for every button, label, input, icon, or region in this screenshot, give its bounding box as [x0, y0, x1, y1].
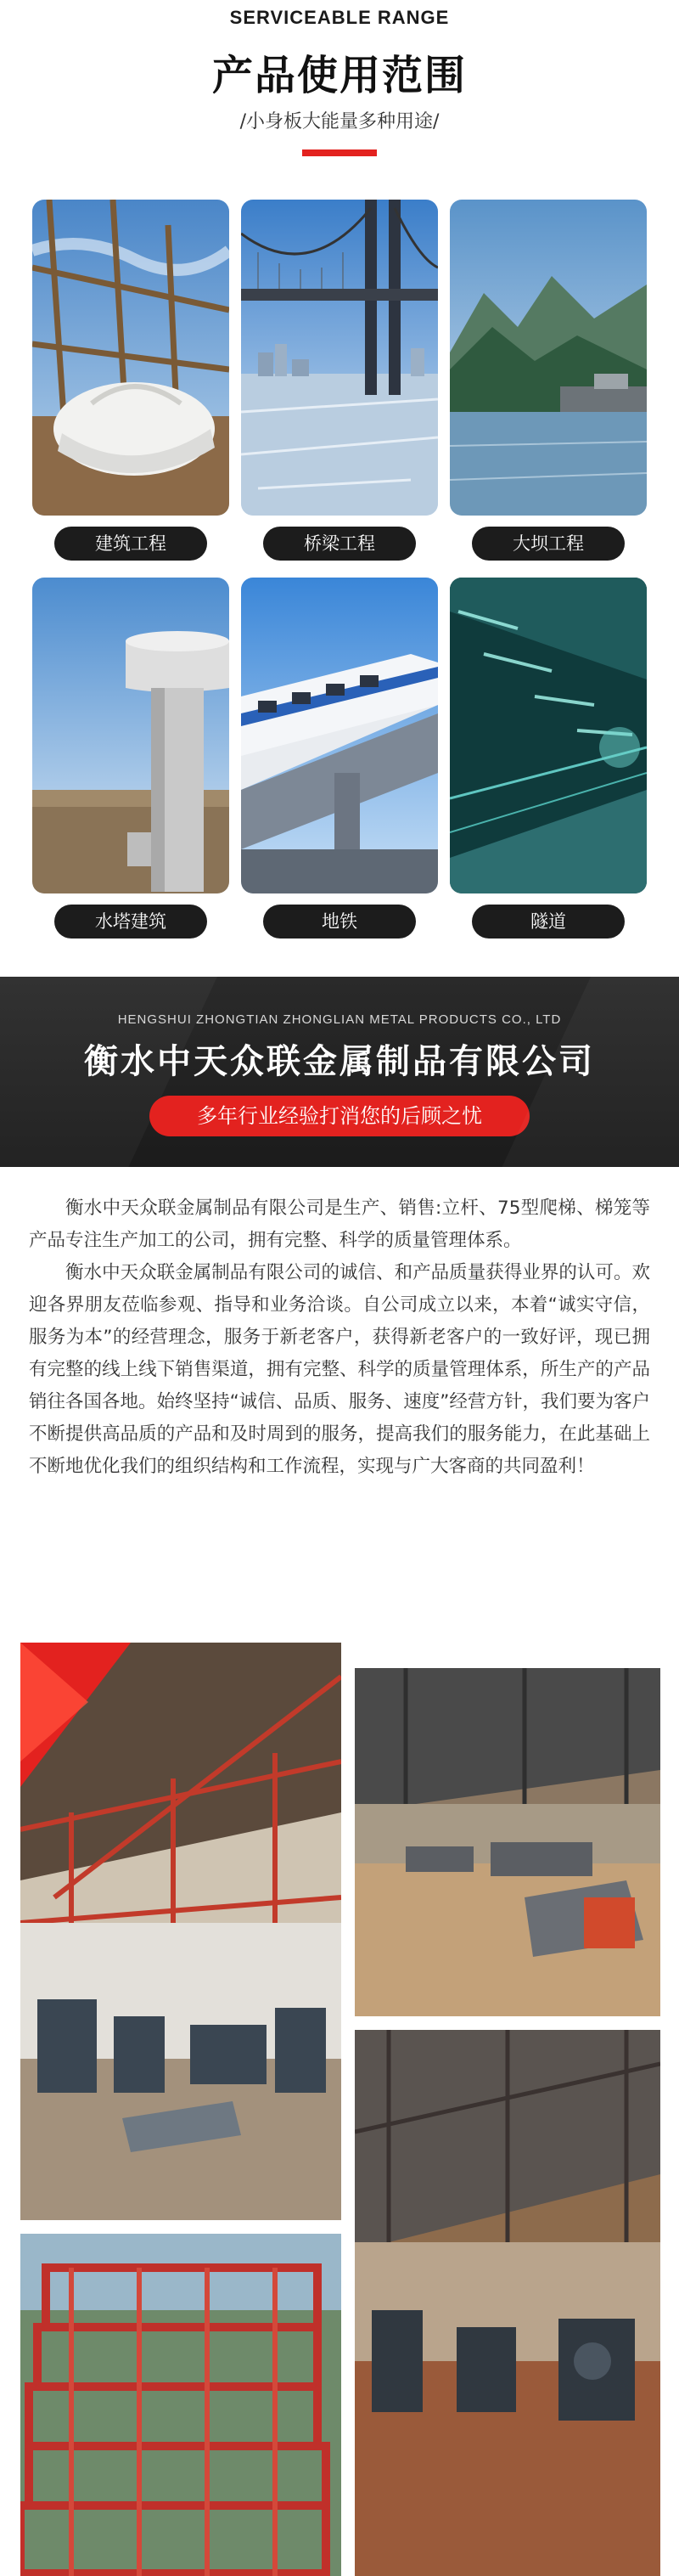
label-construction: 建筑工程: [54, 527, 207, 561]
bridge-image: [241, 200, 438, 516]
metro-image: [241, 578, 438, 893]
photo-machinery-hall: [355, 2030, 660, 2576]
company-name-cn: 衡水中天众联金属制品有限公司: [84, 1042, 595, 1081]
photo-red-ladder-cages: [20, 2234, 341, 2576]
serviceable-range-section: [0, 0, 679, 977]
photo-factory-workshop: [20, 1643, 341, 2220]
photo-warehouse-storage: [355, 1668, 660, 2016]
dam-image: [450, 200, 647, 516]
red-accent-bar: [302, 149, 377, 156]
label-tunnel: 隧道: [472, 905, 625, 939]
company-banner: [0, 977, 679, 1167]
label-bridge: 桥梁工程: [263, 527, 416, 561]
usage-card-metro[interactable]: [241, 578, 438, 893]
usage-card-construction[interactable]: [32, 200, 229, 516]
label-metro: 地铁: [263, 905, 416, 939]
label-dam: 大坝工程: [472, 527, 625, 561]
range-title-en: SERVICEABLE RANGE: [229, 7, 450, 28]
intro-paragraph-2: 衡水中天众联金属制品有限公司的诚信、和产品质量获得业界的认可。欢迎各界朋友莅临参观、指导和业务洽谈。自公司成立以来，本着“诚实守信，服务为本”的经营理念，服务于新老客户，获得新老客户的一致好评，现已拥有完整的线上线下销售渠道，拥有完整、科学的质量管理体系，所生产的产品销往各国各地。始终坚持“诚信、品质、服务、速度”经营方针，我们要为客户不断提供高品质的产品和及时周到的服务，提高我们的服务能力，在此基础上不断地优化我们的组织结构和工作流程，实现与广大客商的共同盈利！: [29, 1262, 650, 1477]
tunnel-image: [450, 578, 647, 893]
banner-tagline: 多年行业经验打消您的后顾之忧: [149, 1096, 530, 1136]
construction-image: [32, 200, 229, 516]
water-tower-image: [32, 578, 229, 893]
factory-gallery: [0, 1643, 679, 2576]
label-water-tower: 水塔建筑: [54, 905, 207, 939]
usage-card-tunnel[interactable]: [450, 578, 647, 893]
range-subtitle: /小身板大能量多种用途/: [239, 111, 440, 132]
company-name-en: HENGSHUI ZHONGTIAN ZHONGLIAN METAL PRODUCTS CO., LTD: [117, 1012, 562, 1027]
intro-paragraph-1: 衡水中天众联金属制品有限公司是生产、销售:立杆、75型爬梯、梯笼等产品专注生产加工的公司，拥有完整、科学的质量管理体系。: [29, 1198, 650, 1251]
range-title-cn: 产品使用范围: [211, 52, 467, 99]
company-intro: [0, 1167, 679, 1643]
usage-card-water-tower[interactable]: [32, 578, 229, 893]
usage-card-dam[interactable]: [450, 200, 647, 516]
usage-card-bridge[interactable]: [241, 200, 438, 516]
